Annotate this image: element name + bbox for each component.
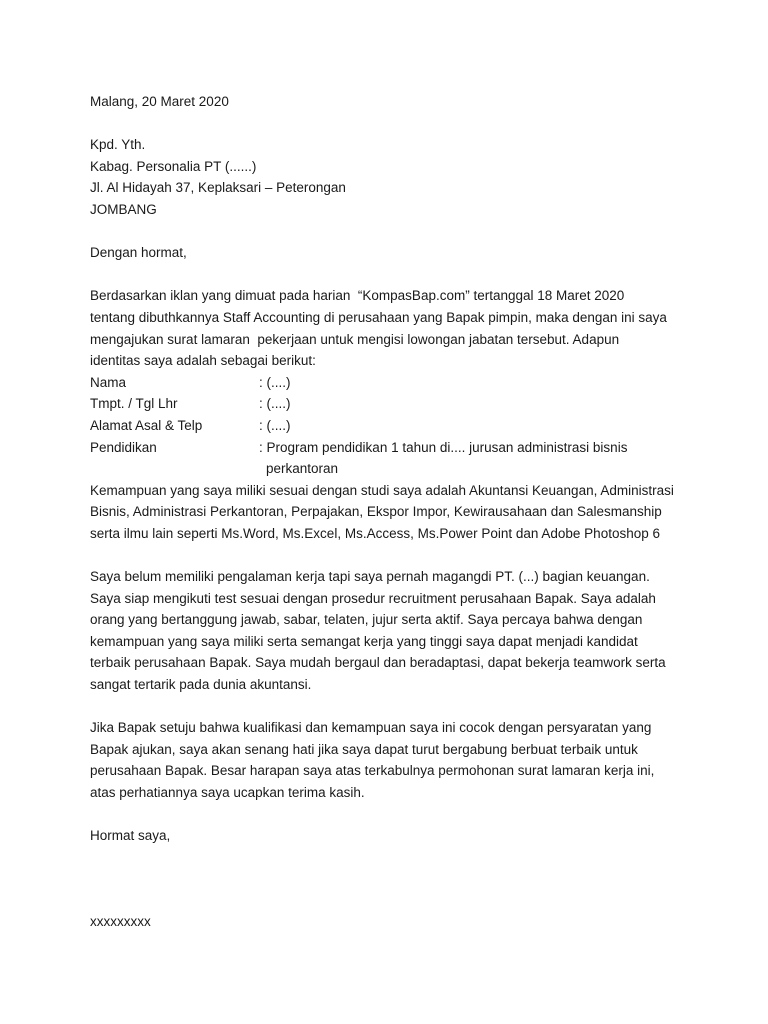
- paragraph-line: sangat tertarik pada dunia akuntansi.: [90, 677, 312, 693]
- experience-paragraph: [90, 566, 690, 696]
- identity-row-name: [90, 372, 690, 394]
- spacer: [90, 696, 690, 718]
- paragraph-line: mengajukan surat lamaran pekerjaan untuk mengisi lowongan jabatan tersebut. Adapun: [90, 331, 620, 347]
- paragraph-line: Saya siap mengikuti test sesuai dengan prosedur recruitment perusahaan Bapak. Saya adalah: [90, 590, 656, 606]
- recipient-block: [90, 134, 690, 220]
- paragraph-line: Jika Bapak setuju bahwa kualifikasi dan kemampuan saya ini cocok dengan persyaratan yang: [90, 720, 652, 736]
- identity-value: : (....): [259, 396, 291, 412]
- recipient-line: JOMBANG: [90, 201, 157, 217]
- signature-name: xxxxxxxxx: [90, 913, 151, 929]
- paragraph-line: tentang dibuthkannya Staff Accounting di perusahaan yang Bapak pimpin, maka dengan ini saya: [90, 309, 667, 325]
- spacer: [90, 544, 690, 566]
- paragraph-line: terbaik perusahaan Bapak. Saya mudah bergaul dan beradaptasi, dapat bekerja teamwork serta: [90, 655, 666, 671]
- paragraph-line: serta ilmu lain seperti Ms.Word, Ms.Excel, Ms.Access, Ms.Power Point dan Adobe Photoshop 6: [90, 525, 660, 541]
- paragraph-line: identitas saya adalah sebagai berikut:: [90, 353, 316, 369]
- recipient-line: Kabag. Personalia PT (......): [90, 158, 257, 174]
- paragraph-line: kemampuan yang saya miliki serta semangat kerja yang tinggi saya dapat menjadi kandidat: [90, 633, 638, 649]
- spacer: [90, 221, 690, 243]
- spacer: [90, 264, 690, 286]
- greeting: Dengan hormat,: [90, 245, 187, 261]
- paragraph-line: orang yang bertanggung jawab, sabar, telaten, jujur serta aktif. Saya percaya bahwa dengan: [90, 612, 643, 628]
- spacer: [90, 113, 690, 135]
- paragraph-line: perusahaan Bapak. Besar harapan saya atas terkabulnya permohonan surat lamaran kerja ini,: [90, 763, 655, 779]
- intro-paragraph: [90, 285, 690, 371]
- paragraph-line: atas perhatiannya saya ucapkan terima kasih.: [90, 785, 365, 800]
- paragraph-line: Kemampuan yang saya miliki sesuai dengan studi saya adalah Akuntansi Keuangan, Administrasi: [90, 482, 674, 498]
- identity-value: : (....): [259, 417, 291, 433]
- identity-value: : (....): [259, 374, 291, 390]
- date-line: Malang, 20 Maret 2020: [90, 94, 229, 109]
- skills-paragraph: [90, 480, 690, 545]
- recipient-line: Jl. Al Hidayah 37, Keplaksari – Peterongan: [90, 180, 346, 196]
- paragraph-line: Berdasarkan iklan yang dimuat pada harian “KompasBap.com” tertanggal 18 Maret 2020: [90, 288, 625, 304]
- identity-value: : Program pendidikan 1 tahun di.... jurusan administrasi bisnis: [259, 439, 628, 455]
- identity-value-continued: perkantoran: [266, 461, 339, 477]
- identity-row-address: [90, 415, 690, 437]
- spacer: [90, 804, 690, 826]
- identity-label: Alamat Asal & Telp: [90, 417, 203, 433]
- identity-row-education: [90, 437, 690, 480]
- letter-page: [90, 91, 690, 932]
- identity-row-birth: [90, 393, 690, 415]
- recipient-line: Kpd. Yth.: [90, 137, 146, 153]
- closing-paragraph: [90, 717, 690, 803]
- paragraph-line: Bapak ajukan, saya akan senang hati jika saya dapat turut bergabung berbuat terbaik untuk: [90, 741, 638, 757]
- identity-label: Pendidikan: [90, 439, 157, 455]
- identity-label: Tmpt. / Tgl Lhr: [90, 396, 178, 412]
- identity-table: [90, 372, 690, 480]
- paragraph-line: Bisnis, Administrasi Perkantoran, Perpajakan, Ekspor Impor, Kewirausahaan dan Salesmanship: [90, 504, 662, 520]
- signature-space: [90, 847, 690, 911]
- sign-off: Hormat saya,: [90, 828, 171, 844]
- identity-label: Nama: [90, 374, 127, 390]
- paragraph-line: Saya belum memiliki pengalaman kerja tapi saya pernah magangdi PT. (...) bagian keuangan.: [90, 569, 650, 585]
